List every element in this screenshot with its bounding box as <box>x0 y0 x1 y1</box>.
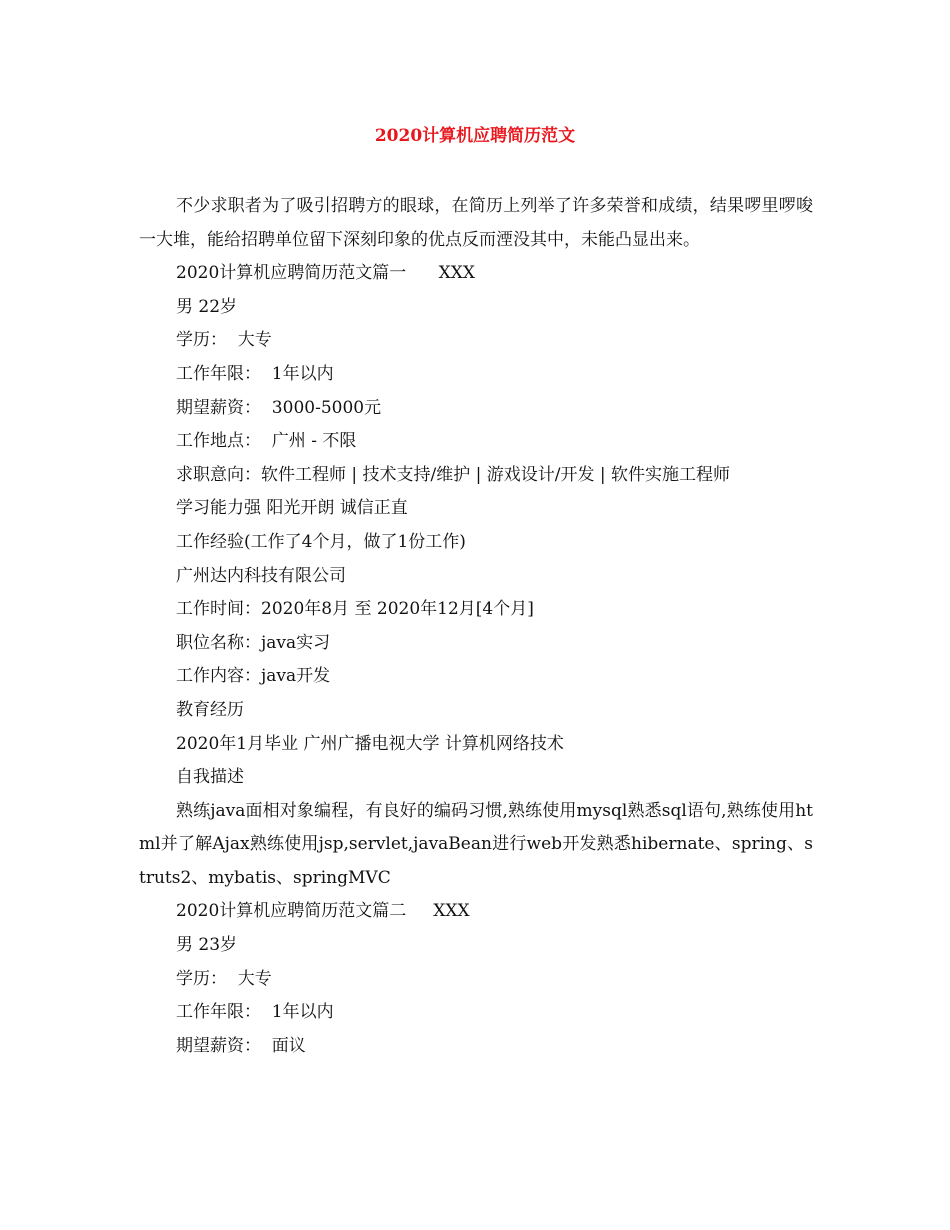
document-title: 2020计算机应聘简历范文 <box>374 126 576 146</box>
intro-paragraph: 不少求职者为了吸引招聘方的眼球，在简历上列举了许多荣誉和成绩，结果啰里啰唆一大堆，能给招聘单位留下深刻印象的优点反而湮没其中，未能凸显出来。 <box>139 196 813 250</box>
company-line: 广州达内科技有限公司 <box>176 565 346 586</box>
document-body <box>139 190 813 1063</box>
work-years-line-2: 工作年限： 1年以内 <box>176 1002 334 1023</box>
expected-salary-line: 期望薪资： 3000-5000元 <box>176 397 382 418</box>
gender-age-line-2: 男 23岁 <box>176 935 238 956</box>
self-description-paragraph: 熟练java面相对象编程，有良好的编码习惯,熟练使用mysql熟悉sql语句,熟练使用html并了解Ajax熟练使用jsp,servlet,javaBean进行web开发熟悉hibernate、spring、struts2、mybatis、springMVC <box>139 800 813 888</box>
resume-one-heading: 2020计算机应聘简历范文篇一 XXX <box>176 263 475 284</box>
resume-two-heading: 2020计算机应聘简历范文篇二 XXX <box>176 901 470 922</box>
education-history-heading: 教育经历 <box>176 699 244 720</box>
job-content-line: 工作内容：java开发 <box>176 666 331 687</box>
position-line: 职位名称：java实习 <box>176 632 331 653</box>
graduation-line: 2020年1月毕业 广州广播电视大学 计算机网络技术 <box>176 733 564 754</box>
work-years-line: 工作年限： 1年以内 <box>176 363 334 384</box>
work-location-line: 工作地点： 广州 - 不限 <box>176 431 357 452</box>
gender-age-line: 男 22岁 <box>176 296 238 317</box>
work-experience-line: 工作经验(工作了4个月，做了1份工作) <box>176 531 466 552</box>
expected-salary-line-2: 期望薪资： 面议 <box>176 1035 306 1056</box>
education-line-2: 学历： 大专 <box>176 968 272 989</box>
education-line: 学历： 大专 <box>176 330 272 351</box>
self-description-heading: 自我描述 <box>176 767 244 788</box>
work-period-line: 工作时间：2020年8月 至 2020年12月[4个月] <box>176 599 534 620</box>
job-intention-line: 求职意向：软件工程师 | 技术支持/维护 | 游戏设计/开发 | 软件实施工程师 <box>176 464 731 485</box>
personal-traits-line: 学习能力强 阳光开朗 诚信正直 <box>176 498 408 519</box>
